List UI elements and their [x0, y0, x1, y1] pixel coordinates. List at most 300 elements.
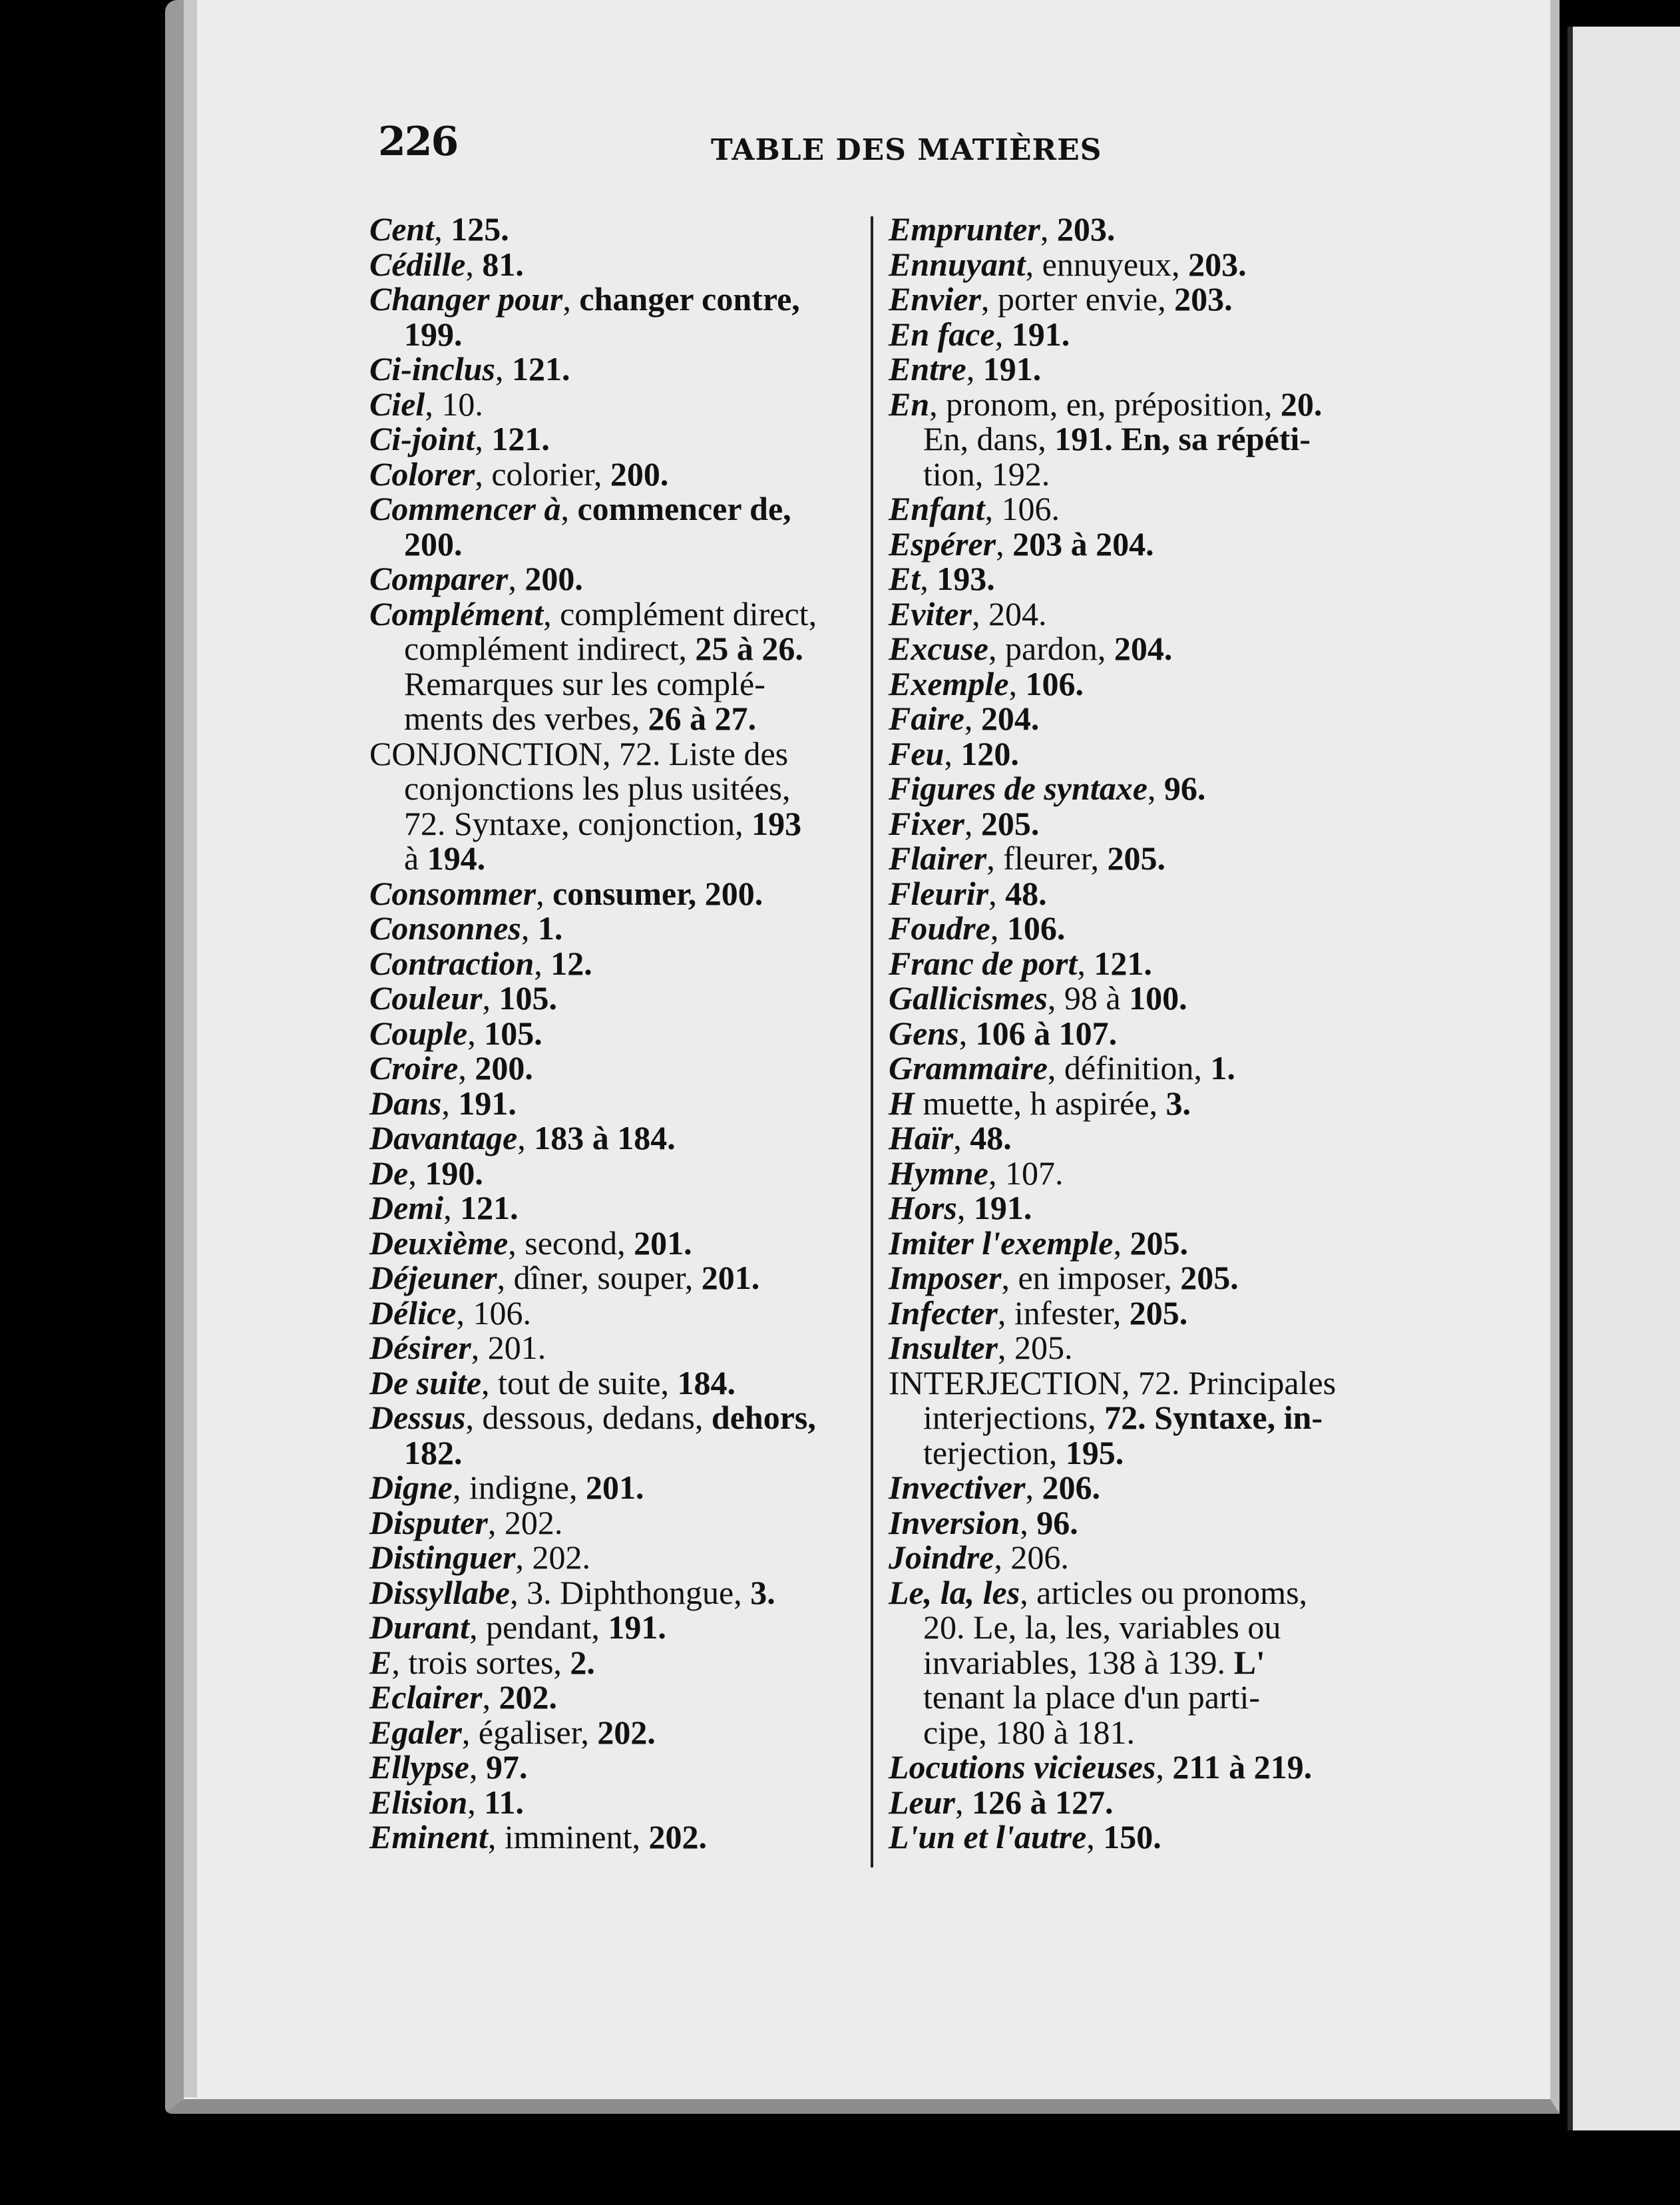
- index-text: , articles ou pronoms,: [1020, 1573, 1308, 1611]
- index-ref: 150.: [1103, 1818, 1161, 1855]
- index-term: Digne: [369, 1469, 453, 1506]
- index-entry: [369, 1435, 862, 1471]
- index-text: ,: [482, 979, 499, 1017]
- index-term: CONJONCTION: [369, 734, 602, 772]
- index-term: Couleur: [369, 979, 483, 1017]
- index-term: Imiter l'exemple: [889, 1224, 1114, 1262]
- index-entry: [889, 1610, 1388, 1645]
- index-text: ,: [966, 350, 983, 387]
- index-entry: [889, 981, 1388, 1016]
- index-text: tion, 192.: [923, 455, 1050, 493]
- index-term: En face: [889, 315, 995, 353]
- index-ref: L': [1233, 1643, 1265, 1681]
- index-term: Ciel: [369, 385, 425, 423]
- index-text: , complément direct,: [543, 595, 817, 632]
- index-term: Grammaire: [889, 1049, 1048, 1087]
- index-term: De suite: [369, 1363, 482, 1401]
- index-text: , 202.: [487, 1503, 563, 1541]
- index-entry: [889, 806, 1388, 842]
- index-text: , 72. Liste des: [602, 734, 789, 772]
- index-entry: [889, 1400, 1388, 1435]
- index-entry: [889, 1051, 1388, 1086]
- index-text: ,: [562, 280, 580, 318]
- index-term: INTERJECTION: [889, 1363, 1122, 1401]
- index-text: , trois sortes,: [391, 1643, 570, 1681]
- index-entry: [369, 561, 862, 597]
- index-entry: [889, 1365, 1388, 1401]
- index-entry: [369, 841, 862, 876]
- index-entry: [889, 1785, 1388, 1820]
- index-term: Comparer: [369, 560, 509, 597]
- running-head: TABLE DES MATIÈRES: [711, 133, 1102, 167]
- index-term: Insulter: [889, 1329, 998, 1366]
- index-text: , 106.: [984, 490, 1060, 527]
- index-text: ,: [458, 1049, 475, 1087]
- index-ref: 205.: [1129, 1294, 1188, 1332]
- index-entry: [369, 247, 862, 282]
- index-text: , 3. Diphthongue,: [510, 1573, 751, 1611]
- index-term: Commencer à: [369, 490, 561, 527]
- index-text: ,: [964, 700, 981, 737]
- index-ref: 194.: [427, 840, 486, 877]
- index-entry: [889, 1435, 1388, 1471]
- index-entry: [369, 1330, 862, 1365]
- index-text: à: [404, 840, 427, 877]
- index-entry: [369, 946, 862, 981]
- index-entry: [889, 946, 1388, 981]
- index-entry: [369, 1190, 862, 1226]
- index-term: Deuxième: [369, 1224, 509, 1262]
- index-entry: [369, 911, 862, 946]
- index-term: Et: [889, 560, 921, 597]
- index-text: ,: [441, 1084, 459, 1122]
- index-ref: 205.: [1107, 840, 1165, 877]
- index-ref: 199.: [404, 315, 463, 353]
- index-term: Complément: [369, 595, 544, 632]
- index-text: ,: [1008, 664, 1026, 702]
- index-term: Consommer: [369, 874, 536, 912]
- index-text: ,: [964, 804, 981, 842]
- index-ref: dehors,: [711, 1399, 816, 1436]
- index-ref: 191.: [608, 1608, 666, 1646]
- index-text: ,: [465, 245, 483, 283]
- index-ref: 193: [751, 804, 802, 842]
- index-entry: [889, 631, 1388, 666]
- index-term: De: [369, 1154, 409, 1192]
- index-ref: 211 à 219.: [1172, 1748, 1313, 1786]
- index-ref: 201.: [585, 1469, 644, 1506]
- index-entry: [369, 282, 862, 317]
- index-ref: 191.: [973, 1189, 1032, 1226]
- index-text: ,: [994, 315, 1012, 353]
- index-text: ,: [536, 874, 553, 912]
- index-ref: 26 à 27.: [648, 700, 757, 737]
- index-ref: 204.: [980, 700, 1040, 737]
- index-entry: [889, 352, 1388, 387]
- index-ref: 200.: [525, 560, 583, 597]
- index-ref: 121.: [511, 350, 570, 387]
- index-ref: 121.: [460, 1189, 519, 1226]
- index-term: Hors: [889, 1189, 957, 1226]
- index-entry: [369, 1365, 862, 1401]
- index-ref: 203 à 204.: [1012, 525, 1154, 563]
- column-divider: [871, 216, 873, 1867]
- index-ref: 12.: [550, 944, 592, 982]
- index-column-left: [369, 212, 862, 1855]
- index-ref: 105.: [484, 1014, 542, 1052]
- index-text: interjections,: [923, 1399, 1105, 1436]
- index-ref: 203.: [1174, 280, 1233, 318]
- index-text: , 204.: [971, 595, 1047, 632]
- index-entry: [369, 1820, 862, 1855]
- index-entry: [889, 1226, 1388, 1261]
- index-term: Désirer: [369, 1329, 471, 1366]
- index-term: Cédille: [369, 245, 466, 283]
- index-entry: [889, 1680, 1388, 1715]
- index-text: invariables, 138 à 139.: [923, 1643, 1234, 1681]
- index-text: ,: [508, 560, 525, 597]
- index-entry: [369, 806, 862, 842]
- index-entry: [369, 666, 862, 702]
- index-entry: [369, 1156, 862, 1191]
- index-entry: [889, 282, 1388, 317]
- index-text: 72. Syntaxe, conjonction,: [404, 804, 752, 842]
- index-ref: 3.: [1165, 1084, 1191, 1122]
- index-text: , pendant,: [469, 1608, 608, 1646]
- index-entry: [369, 981, 862, 1016]
- index-text: ,: [495, 350, 512, 387]
- index-ref: commencer de,: [577, 490, 791, 527]
- index-term: Invectiver: [889, 1469, 1026, 1506]
- index-text: , colorier,: [475, 455, 610, 493]
- index-entry: [889, 1260, 1388, 1296]
- index-term: Dans: [369, 1084, 442, 1122]
- index-ref: 200.: [610, 455, 669, 493]
- index-term: Leur: [889, 1783, 955, 1821]
- index-ref: 202.: [597, 1713, 656, 1751]
- index-entry: [889, 247, 1388, 282]
- index-entry: [369, 352, 862, 387]
- index-term: E: [369, 1643, 392, 1681]
- index-entry: [889, 1120, 1388, 1156]
- index-term: Haïr: [889, 1119, 954, 1156]
- page-number: 226: [378, 119, 458, 165]
- index-term: Infecter: [889, 1294, 998, 1332]
- index-entry: [889, 1505, 1388, 1541]
- index-text: ,: [408, 1154, 425, 1192]
- index-entry: [889, 527, 1388, 562]
- index-column-right: [889, 212, 1388, 1855]
- index-entry: [889, 1296, 1388, 1331]
- index-term: Foudre: [889, 909, 990, 947]
- index-entry: [369, 736, 862, 772]
- index-text: ,: [944, 734, 961, 772]
- index-ref: 200.: [404, 525, 463, 563]
- index-entry: [369, 597, 862, 632]
- index-ref: 205.: [980, 804, 1040, 842]
- index-entry: [889, 1470, 1388, 1505]
- index-ref: 100.: [1129, 979, 1187, 1017]
- index-entry: [369, 1226, 862, 1261]
- index-ref: 120.: [960, 734, 1019, 772]
- index-entry: [889, 1645, 1388, 1680]
- index-entry: [889, 317, 1388, 352]
- index-term: Ellypse: [369, 1748, 469, 1786]
- index-text: ,: [469, 1748, 486, 1786]
- index-ref: 106.: [1025, 664, 1084, 702]
- index-entry: [889, 561, 1388, 597]
- index-text: , fleurer,: [986, 840, 1108, 877]
- index-term: Le, la, les: [889, 1573, 1020, 1611]
- index-ref: 201.: [701, 1259, 760, 1296]
- index-ref: 191.: [982, 350, 1042, 387]
- index-entry: [889, 1156, 1388, 1191]
- index-term: Emprunter: [889, 210, 1040, 248]
- index-entry: [889, 1575, 1388, 1610]
- index-entry: [369, 421, 862, 457]
- index-ref: 200.: [475, 1049, 533, 1087]
- index-ref: 48.: [970, 1119, 1012, 1156]
- index-text: , porter envie,: [980, 280, 1175, 318]
- index-entry: [369, 1645, 862, 1680]
- index-entry: [889, 911, 1388, 946]
- index-text: ,: [467, 1014, 485, 1052]
- index-ref: 204.: [1114, 630, 1173, 667]
- index-entry: [369, 1260, 862, 1296]
- index-term: Colorer: [369, 455, 475, 493]
- index-ref: 97.: [485, 1748, 528, 1786]
- index-text: ,: [1025, 1469, 1042, 1506]
- index-term: Eclairer: [369, 1678, 483, 1716]
- index-term: Excuse: [889, 630, 988, 667]
- index-entry: [369, 1400, 862, 1435]
- index-entry: [369, 1120, 862, 1156]
- index-ref: 190.: [425, 1154, 483, 1192]
- index-text: , 72. Principales: [1121, 1363, 1337, 1401]
- index-entry: [889, 736, 1388, 772]
- index-text: , infester,: [997, 1294, 1130, 1332]
- index-entry: [369, 491, 862, 527]
- index-ref: 2.: [570, 1643, 595, 1681]
- index-ref: 1.: [537, 909, 563, 947]
- index-entry: [369, 1296, 862, 1331]
- index-ref: 205.: [1180, 1259, 1239, 1296]
- index-ref: 203.: [1056, 210, 1116, 248]
- index-entry: [369, 1540, 862, 1575]
- index-ref: 201.: [634, 1224, 692, 1262]
- index-entry: [369, 457, 862, 492]
- index-text: 20. Le, la, les, variables ou: [923, 1608, 1281, 1646]
- index-term: Faire: [889, 700, 964, 737]
- index-entry: [369, 1016, 862, 1051]
- index-text: ,: [1040, 210, 1057, 248]
- index-term: Egaler: [369, 1713, 462, 1751]
- index-text: , imminent,: [487, 1818, 649, 1855]
- index-text: ,: [988, 874, 1006, 912]
- index-text: ,: [996, 525, 1013, 563]
- index-term: Ci-inclus: [369, 350, 495, 387]
- index-text: ,: [920, 560, 937, 597]
- index-term: En: [889, 385, 930, 423]
- index-entry: [889, 457, 1388, 492]
- index-text: , dessous, dedans,: [465, 1399, 712, 1436]
- index-text: ments des verbes,: [404, 700, 648, 737]
- index-text: ,: [1113, 1224, 1130, 1262]
- index-term: Locutions vicieuses: [889, 1748, 1156, 1786]
- index-ref: 193.: [937, 560, 995, 597]
- index-text: cipe, 180 à 181.: [923, 1713, 1135, 1751]
- facing-page-edge: [1568, 27, 1680, 2130]
- index-entry: [369, 1785, 862, 1820]
- index-entry: [369, 1470, 862, 1505]
- index-term: Figures de syntaxe: [889, 770, 1148, 807]
- index-term: Distinguer: [369, 1539, 516, 1576]
- index-ref: 106.: [1006, 909, 1066, 947]
- index-ref: 195.: [1065, 1433, 1124, 1471]
- index-term: Elision: [369, 1783, 468, 1821]
- index-ref: 1.: [1210, 1049, 1235, 1087]
- index-entry: [889, 1715, 1388, 1750]
- index-term: Eviter: [889, 595, 972, 632]
- index-term: Contraction: [369, 944, 534, 982]
- index-entry: [889, 1330, 1388, 1365]
- index-term: Hymne: [889, 1154, 988, 1192]
- index-entry: [369, 1505, 862, 1541]
- index-text: , dîner, souper,: [497, 1259, 702, 1296]
- index-term: Dissyllabe: [369, 1573, 511, 1611]
- index-entry: [889, 421, 1388, 457]
- index-entry: [369, 771, 862, 806]
- index-term: Ci-joint: [369, 420, 475, 457]
- index-text: , 98 à: [1047, 979, 1130, 1017]
- index-entry: [369, 387, 862, 422]
- index-ref: 184.: [677, 1363, 735, 1401]
- index-entry: [889, 701, 1388, 736]
- index-ref: 205.: [1130, 1224, 1188, 1262]
- index-term: Davantage: [369, 1119, 518, 1156]
- index-ref: 81.: [482, 245, 524, 283]
- index-entry: [889, 1086, 1388, 1121]
- index-entry: [889, 771, 1388, 806]
- index-term: L'un et l'autre: [889, 1818, 1087, 1855]
- index-ref: 3.: [750, 1573, 775, 1611]
- index-ref: 191. En, sa répéti-: [1054, 420, 1311, 457]
- index-ref: 202.: [499, 1678, 557, 1716]
- index-ref: 72. Syntaxe, in-: [1104, 1399, 1323, 1436]
- index-term: Couple: [369, 1014, 468, 1052]
- index-ref: 105.: [499, 979, 558, 1017]
- index-term: Flairer: [889, 840, 987, 877]
- index-text: ,: [953, 1119, 970, 1156]
- index-text: , indigne,: [453, 1469, 586, 1506]
- index-ref: 20.: [1280, 385, 1323, 423]
- index-text: ,: [517, 1119, 534, 1156]
- index-text: , second,: [508, 1224, 634, 1262]
- index-term: Cent: [369, 210, 435, 248]
- index-text: ,: [1086, 1818, 1104, 1855]
- index-term: H: [889, 1084, 915, 1122]
- index-text: ,: [443, 1189, 461, 1226]
- index-ref: 25 à 26.: [695, 630, 803, 667]
- index-entry: [889, 876, 1388, 911]
- index-term: Délice: [369, 1294, 457, 1332]
- index-entry: [889, 1190, 1388, 1226]
- index-term: Disputer: [369, 1503, 488, 1541]
- index-text: , ennuyeux,: [1025, 245, 1189, 283]
- index-text: ,: [958, 1014, 976, 1052]
- index-entry: [889, 1540, 1388, 1575]
- index-text: ,: [475, 420, 492, 457]
- index-ref: 11.: [484, 1783, 525, 1821]
- index-entry: [369, 876, 862, 911]
- index-term: Inversion: [889, 1503, 1020, 1541]
- index-text: conjonctions les plus usitées,: [404, 770, 791, 807]
- index-entry: [369, 1051, 862, 1086]
- index-ref: 121.: [1094, 944, 1152, 982]
- index-text: , 107.: [988, 1154, 1064, 1192]
- index-text: complément indirect,: [404, 630, 696, 667]
- index-entry: [889, 491, 1388, 527]
- index-text: , 201.: [471, 1329, 546, 1366]
- index-ref: 183 à 184.: [534, 1119, 676, 1156]
- index-text: , 202.: [515, 1539, 591, 1576]
- index-text: ,: [1155, 1748, 1173, 1786]
- index-entry: [369, 317, 862, 352]
- index-term: Croire: [369, 1049, 459, 1087]
- index-entry: [889, 666, 1388, 702]
- index-text: ,: [534, 944, 551, 982]
- index-entry: [889, 1820, 1388, 1855]
- index-entry: [369, 527, 862, 562]
- index-text: ,: [955, 1783, 972, 1821]
- index-text: , 205.: [997, 1329, 1073, 1366]
- index-text: , tout de suite,: [481, 1363, 678, 1401]
- index-text: ,: [560, 490, 578, 527]
- index-text: Remarques sur les complé-: [404, 664, 765, 702]
- index-ref: 202.: [648, 1818, 707, 1855]
- index-ref: 125.: [451, 210, 509, 248]
- index-entry: [369, 631, 862, 666]
- index-text: , pardon,: [988, 630, 1114, 667]
- index-term: Gallicismes: [889, 979, 1048, 1017]
- index-entry: [369, 701, 862, 736]
- index-ref: 191.: [1011, 315, 1070, 353]
- index-text: tenant la place d'un parti-: [923, 1678, 1261, 1716]
- index-term: Entre: [889, 350, 966, 387]
- index-term: Exemple: [889, 664, 1009, 702]
- index-term: Fleurir: [889, 874, 989, 912]
- index-ref: 48.: [1005, 874, 1047, 912]
- index-ref: 191.: [458, 1084, 517, 1122]
- page-gutter-shadow: [184, 0, 197, 2097]
- index-ref: 96.: [1163, 770, 1206, 807]
- index-term: Demi: [369, 1189, 444, 1226]
- index-term: Enfant: [889, 490, 985, 527]
- index-term: Dessus: [369, 1399, 466, 1436]
- index-term: Déjeuner: [369, 1259, 497, 1296]
- index-entry: [889, 597, 1388, 632]
- index-ref: 106 à 107.: [975, 1014, 1118, 1052]
- index-ref: changer contre,: [579, 280, 800, 318]
- index-text: , 10.: [425, 385, 483, 423]
- index-text: ,: [1020, 1503, 1037, 1541]
- index-term: Consonnes: [369, 909, 521, 947]
- index-text: ,: [521, 909, 538, 947]
- index-text: ,: [467, 1783, 485, 1821]
- index-entry: [889, 841, 1388, 876]
- index-term: Eminent: [369, 1818, 488, 1855]
- index-text: , en imposer,: [1001, 1259, 1181, 1296]
